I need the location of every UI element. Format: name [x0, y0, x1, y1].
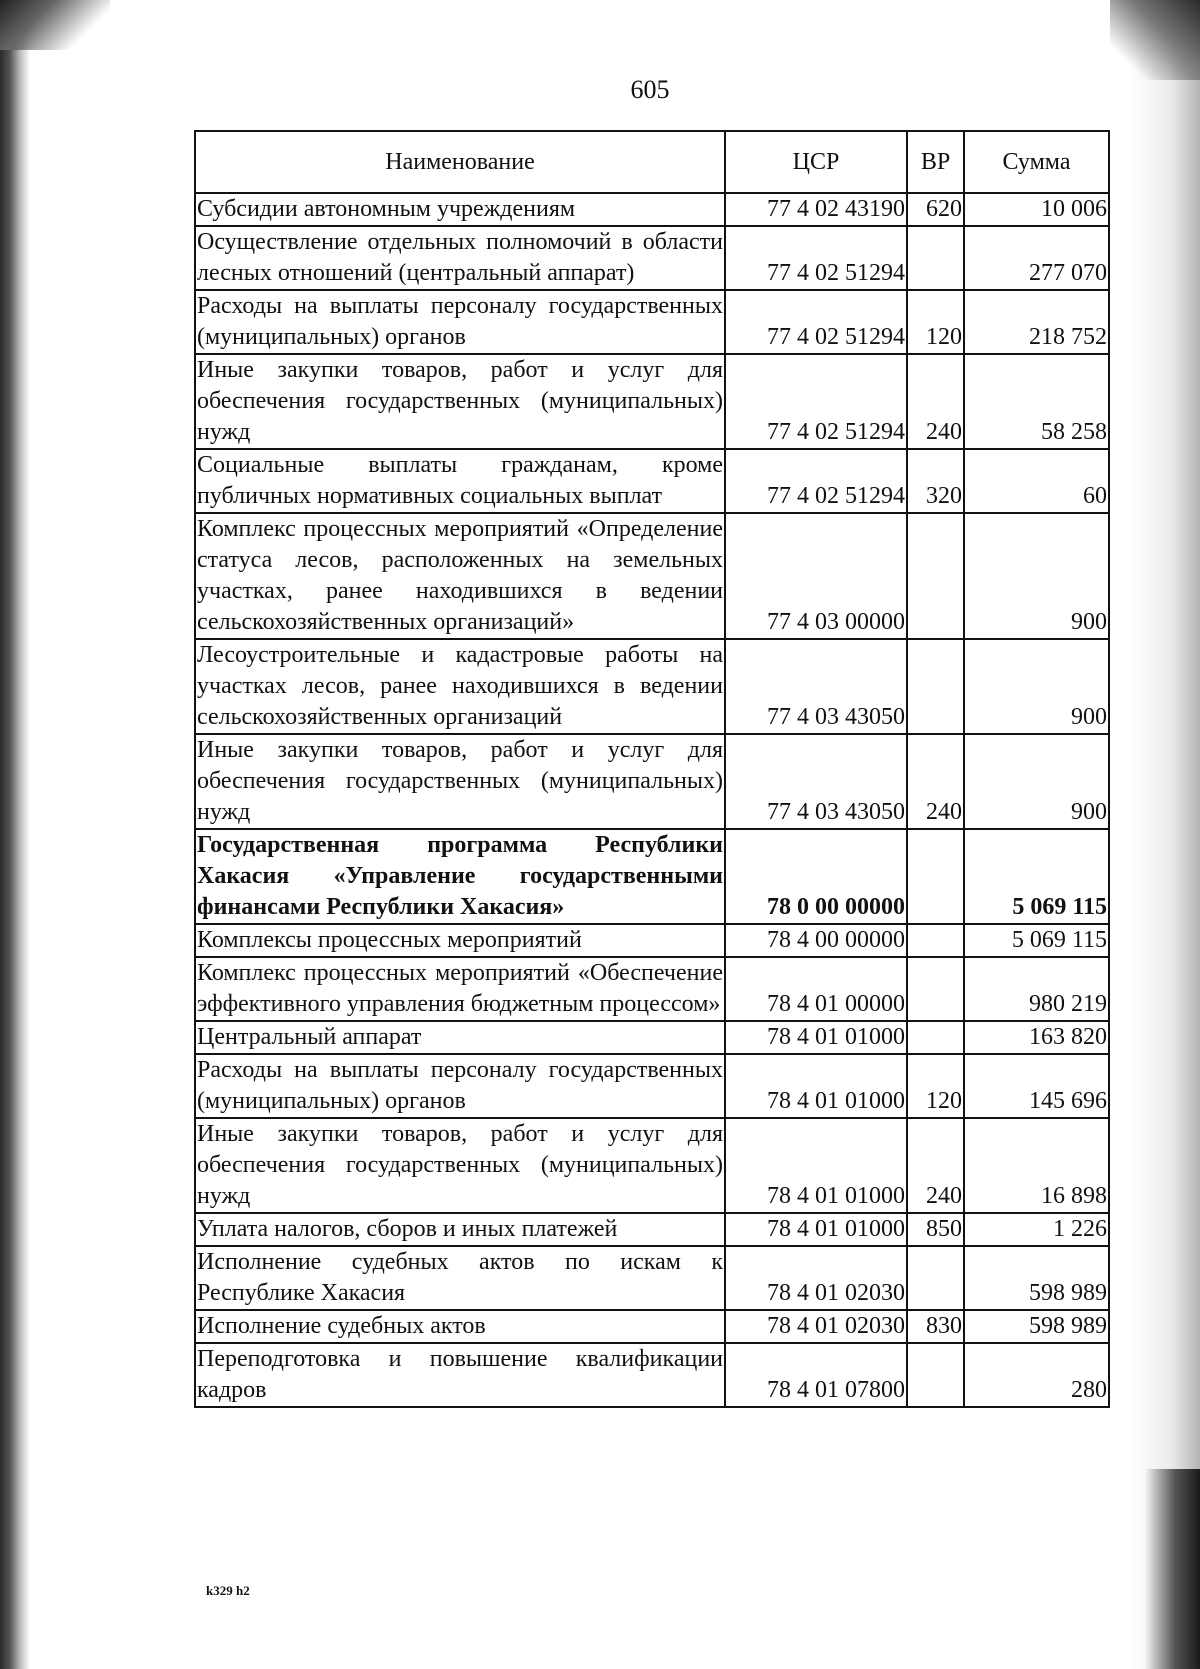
cell-csr: 77 4 02 43190	[725, 193, 907, 226]
cell-name: Субсидии автономным учреждениям	[195, 193, 725, 226]
cell-name: Исполнение судебных актов по искам к Республике Хакасия	[195, 1246, 725, 1310]
cell-sum: 277 070	[964, 226, 1109, 290]
budget-table	[194, 130, 1110, 1408]
cell-sum: 598 989	[964, 1246, 1109, 1310]
cell-vr: 320	[907, 449, 964, 513]
table-row	[195, 957, 1109, 1021]
table-row	[195, 1343, 1109, 1407]
footer-code: k329 h2	[206, 1583, 250, 1598]
cell-name: Расходы на выплаты персоналу государственных (муниципальных) органов	[195, 1054, 725, 1118]
cell-sum: 900	[964, 513, 1109, 639]
cell-csr: 77 4 02 51294	[725, 449, 907, 513]
header-sum: Сумма	[964, 131, 1109, 193]
cell-name: Комплекс процессных мероприятий «Определение статуса лесов, расположенных на земельных участках, ранее находившихся в ведении сельскохозяйственных организаций»	[195, 513, 725, 639]
cell-name: Переподготовка и повышение квалификации кадров	[195, 1343, 725, 1407]
cell-vr: 240	[907, 1118, 964, 1213]
cell-sum: 5 069 115	[964, 924, 1109, 957]
cell-vr	[907, 829, 964, 924]
cell-name: Комплексы процессных мероприятий	[195, 924, 725, 957]
table-row	[195, 193, 1109, 226]
cell-csr: 77 4 02 51294	[725, 226, 907, 290]
cell-name: Уплата налогов, сборов и иных платежей	[195, 1213, 725, 1246]
cell-sum: 1 226	[964, 1213, 1109, 1246]
cell-name: Комплекс процессных мероприятий «Обеспечение эффективного управления бюджетным процессом»	[195, 957, 725, 1021]
cell-vr: 850	[907, 1213, 964, 1246]
cell-vr	[907, 1343, 964, 1407]
cell-csr: 78 4 01 02030	[725, 1246, 907, 1310]
table-row	[195, 513, 1109, 639]
cell-csr: 77 4 02 51294	[725, 290, 907, 354]
scan-shadow-left	[0, 0, 30, 1669]
scan-shadow-top-left	[0, 0, 110, 50]
cell-name: Центральный аппарат	[195, 1021, 725, 1054]
cell-vr	[907, 924, 964, 957]
cell-name: Иные закупки товаров, работ и услуг для обеспечения государственных (муниципальных) нужд	[195, 734, 725, 829]
table-row	[195, 290, 1109, 354]
cell-sum: 980 219	[964, 957, 1109, 1021]
cell-vr	[907, 1021, 964, 1054]
cell-name: Лесоустроительные и кадастровые работы на участках лесов, ранее находившихся в ведении сельскохозяйственных организаций	[195, 639, 725, 734]
cell-name: Социальные выплаты гражданам, кроме публичных нормативных социальных выплат	[195, 449, 725, 513]
cell-vr: 120	[907, 290, 964, 354]
cell-sum: 163 820	[964, 1021, 1109, 1054]
cell-csr: 78 4 01 02030	[725, 1310, 907, 1343]
cell-vr: 240	[907, 734, 964, 829]
page-number: 605	[630, 75, 670, 104]
table-row	[195, 734, 1109, 829]
header-vr: ВР	[907, 131, 964, 193]
cell-vr: 830	[907, 1310, 964, 1343]
cell-csr: 78 4 01 01000	[725, 1118, 907, 1213]
cell-csr: 77 4 02 51294	[725, 354, 907, 449]
table-row	[195, 1054, 1109, 1118]
cell-csr: 78 4 01 01000	[725, 1021, 907, 1054]
cell-sum: 900	[964, 734, 1109, 829]
cell-csr: 77 4 03 00000	[725, 513, 907, 639]
table-header-row	[195, 131, 1109, 193]
cell-vr: 240	[907, 354, 964, 449]
table-row	[195, 1021, 1109, 1054]
cell-sum: 280	[964, 1343, 1109, 1407]
cell-csr: 78 4 01 00000	[725, 957, 907, 1021]
cell-name: Осуществление отдельных полномочий в области лесных отношений (центральный аппарат)	[195, 226, 725, 290]
cell-csr: 78 4 01 07800	[725, 1343, 907, 1407]
table-row	[195, 354, 1109, 449]
table-body	[195, 193, 1109, 1407]
header-csr: ЦСР	[725, 131, 907, 193]
cell-name: Государственная программа Республики Хакасия «Управление государственными финансами Республики Хакасия»	[195, 829, 725, 924]
cell-csr: 77 4 03 43050	[725, 734, 907, 829]
scan-shadow-top-right	[1110, 0, 1200, 80]
cell-vr	[907, 639, 964, 734]
cell-vr	[907, 513, 964, 639]
cell-sum: 10 006	[964, 193, 1109, 226]
cell-sum: 145 696	[964, 1054, 1109, 1118]
cell-sum: 598 989	[964, 1310, 1109, 1343]
cell-csr: 78 4 01 01000	[725, 1054, 907, 1118]
table-row	[195, 639, 1109, 734]
table-row	[195, 226, 1109, 290]
table-row	[195, 449, 1109, 513]
scan-shadow-bottom-right	[1145, 1469, 1200, 1669]
cell-vr	[907, 957, 964, 1021]
cell-csr: 78 4 00 00000	[725, 924, 907, 957]
table-row	[195, 1310, 1109, 1343]
cell-sum: 58 258	[964, 354, 1109, 449]
cell-sum: 218 752	[964, 290, 1109, 354]
table-row	[195, 829, 1109, 924]
cell-vr: 120	[907, 1054, 964, 1118]
table-row	[195, 1246, 1109, 1310]
scan-shadow-right	[1130, 0, 1200, 1669]
header-name: Наименование	[195, 131, 725, 193]
cell-csr: 77 4 03 43050	[725, 639, 907, 734]
table-row	[195, 1213, 1109, 1246]
cell-name: Расходы на выплаты персоналу государственных (муниципальных) органов	[195, 290, 725, 354]
cell-name: Иные закупки товаров, работ и услуг для обеспечения государственных (муниципальных) нужд	[195, 354, 725, 449]
table-row	[195, 924, 1109, 957]
cell-vr	[907, 1246, 964, 1310]
cell-name: Исполнение судебных актов	[195, 1310, 725, 1343]
cell-vr: 620	[907, 193, 964, 226]
cell-name: Иные закупки товаров, работ и услуг для обеспечения государственных (муниципальных) нужд	[195, 1118, 725, 1213]
cell-vr	[907, 226, 964, 290]
table-row	[195, 1118, 1109, 1213]
cell-sum: 60	[964, 449, 1109, 513]
cell-csr: 78 0 00 00000	[725, 829, 907, 924]
cell-sum: 16 898	[964, 1118, 1109, 1213]
cell-csr: 78 4 01 01000	[725, 1213, 907, 1246]
cell-sum: 900	[964, 639, 1109, 734]
cell-sum: 5 069 115	[964, 829, 1109, 924]
